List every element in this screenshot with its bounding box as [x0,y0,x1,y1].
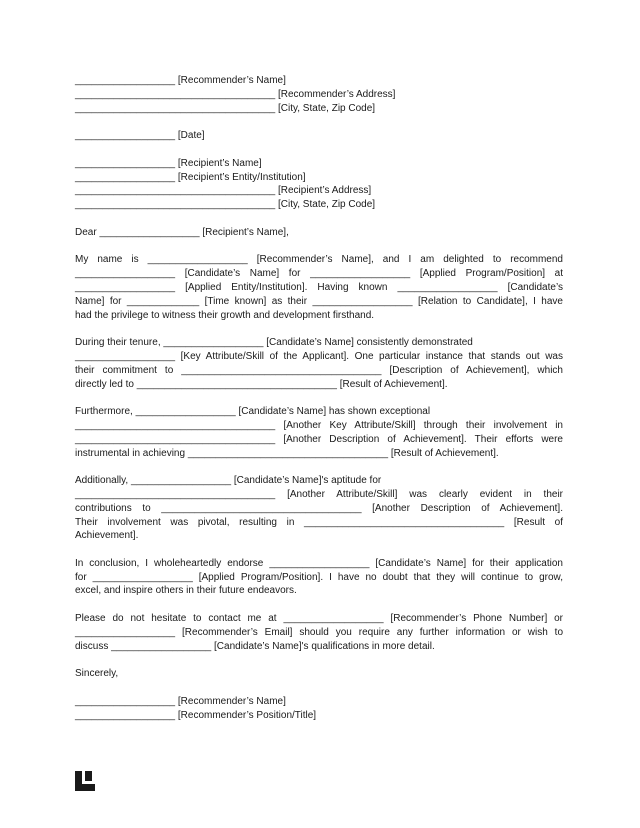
paragraph-conclusion [75,557,563,598]
paragraph-line: excel, and inspire others in their future endeavors. [75,585,297,597]
date-line: __________________ [Date] [75,130,205,142]
paragraph-furthermore [75,405,563,460]
paragraph-tenure [75,336,563,391]
recommender-city-line: ____________________________________ [City, State, Zip Code] [75,102,376,114]
recommender-block [75,74,563,115]
paragraph-line: their commitment to ____________________________________ [Description of Achievement], which [75,364,563,376]
paragraph-line: instrumental in achieving ____________________________________ [Result of Achievement]. [75,447,499,459]
paragraph-line: __________________ [Candidate’s Name] for __________________ [Applied Program/Position] at [75,268,563,280]
paragraph-line: __________________ [Applied Entity/Institution]. Having known __________________ [Candidate’s [75,281,563,293]
paragraph-line: had the privilege to witness their growth and development firsthand. [75,309,375,321]
recommender-address-line: ____________________________________ [Recommender’s Address] [75,88,396,100]
paragraph-contact [75,612,563,653]
document-logo-icon [75,771,95,791]
paragraph-additionally [75,474,563,543]
recipient-address-line: ____________________________________ [Recipient’s Address] [75,185,372,197]
paragraph-line: __________________ [Recommender’s Email] should you require any further information or wish to [75,626,563,638]
paragraph-line: In conclusion, I wholeheartedly endorse __________________ [Candidate’s Name] for their application [75,557,563,569]
letter-page [75,74,563,722]
recipient-entity-line: __________________ [Recipient’s Entity/Institution] [75,171,306,183]
paragraph-line: My name is __________________ [Recommender’s Name], and I am delighted to recommend [75,254,563,266]
signature-title-line: __________________ [Recommender’s Position/Title] [75,709,317,721]
paragraph-line: directly led to ____________________________________ [Result of Achievement]. [75,378,448,390]
paragraph-line: Their involvement was pivotal, resulting in ____________________________________ [Result of [75,516,563,528]
paragraph-line: ____________________________________ [Another Key Attribute/Skill] through their involvement in [75,419,563,431]
paragraph-line: discuss __________________ [Candidate’s Name]'s qualifications in more detail. [75,640,435,652]
paragraph-line: ____________________________________ [Another Description of Achievement]. Their efforts were [75,433,563,445]
paragraph-introduction [75,253,563,322]
recipient-city-line: ____________________________________ [City, State, Zip Code] [75,199,376,211]
paragraph-line: contributions to ____________________________________ [Another Description of Achievement]. [75,502,563,514]
recipient-name-line: __________________ [Recipient’s Name] [75,157,262,169]
recipient-block [75,157,563,212]
recommender-name-line: __________________ [Recommender’s Name] [75,75,286,86]
signature-block [75,695,563,723]
paragraph-line: Name] for _____________ [Time known] as their __________________ [Relation to Candidate], I have [75,295,563,307]
closing: Sincerely, [75,668,119,680]
paragraph-line: ____________________________________ [Another Attribute/Skill] was clearly evident in their [75,488,563,500]
salutation: Dear __________________ [Recipient’s Name], [75,226,289,238]
paragraph-line: During their tenure, __________________ [Candidate’s Name] consistently demonstrated [75,337,473,349]
paragraph-line: Additionally, __________________ [Candidate’s Name]'s aptitude for [75,475,382,487]
paragraph-line: __________________ [Key Attribute/Skill of the Applicant]. One particular instance that stands out was [75,350,563,362]
paragraph-line: Achievement]. [75,530,139,542]
paragraph-line: Furthermore, __________________ [Candidate’s Name] has shown exceptional [75,406,431,418]
paragraph-line: for __________________ [Applied Program/Position]. I have no doubt that they will continue to grow, [75,571,563,583]
signature-name-line: __________________ [Recommender’s Name] [75,695,286,707]
paragraph-line: Please do not hesitate to contact me at __________________ [Recommender’s Phone Number] or [75,613,563,625]
